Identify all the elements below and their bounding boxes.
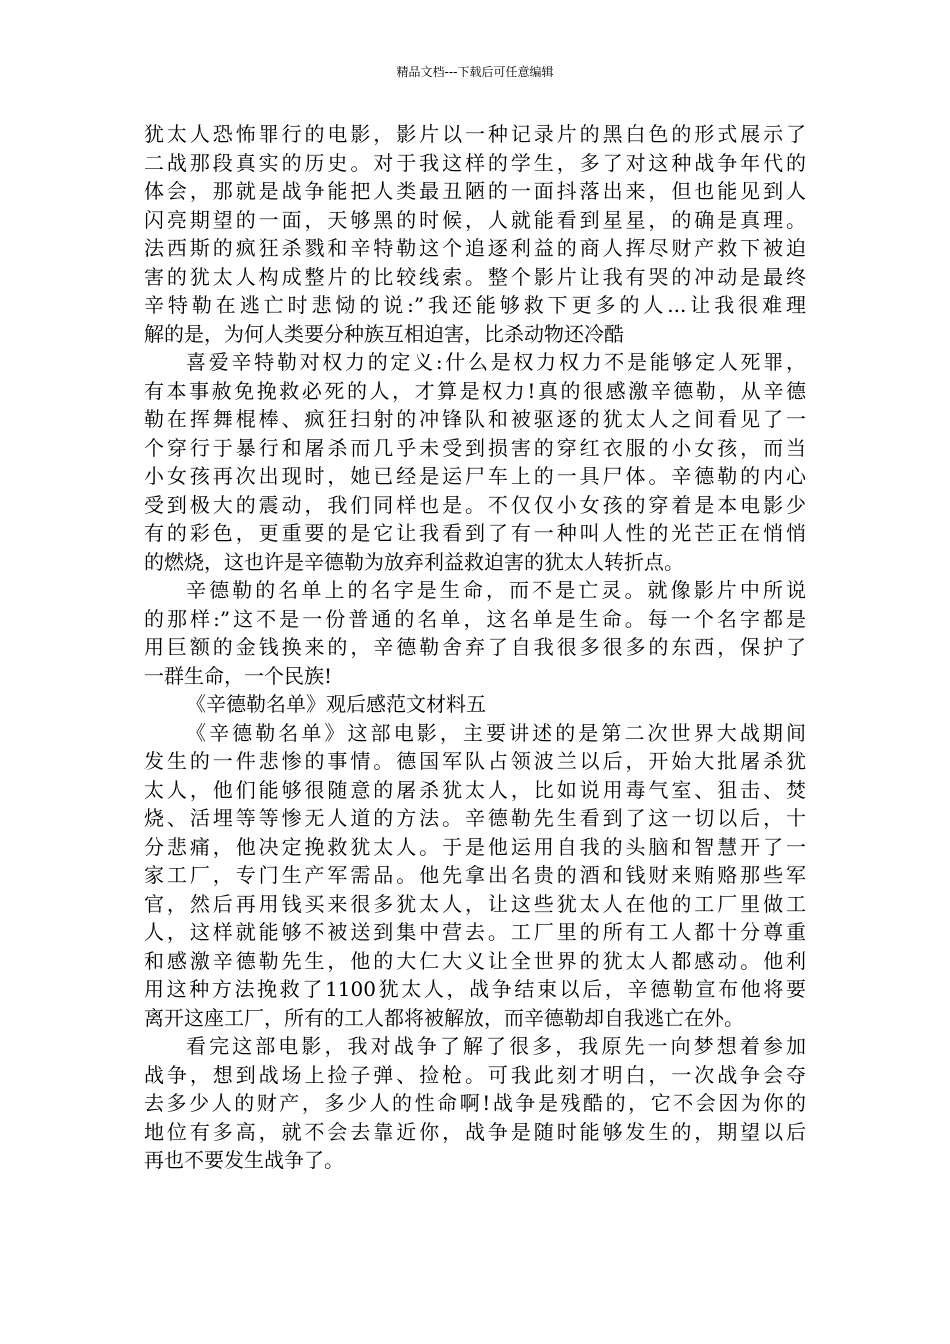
text-line: 太人，他们能够很随意的屠杀犹太人，比如说用毒气室、狙击、焚	[144, 777, 806, 802]
text-line: 法西斯的疯狂杀戮和辛特勒这个追逐利益的商人挥尽财产救下被迫	[144, 236, 806, 260]
text-line: 辛特勒在逃亡时悲恸的说:”我还能够救下更多的人...让我很难理	[144, 293, 806, 317]
text-line: 和感激辛德勒先生，他的大仁大义让全世界的犹太人都感动。他利	[144, 948, 806, 973]
text-line: 官，然后再用钱买来很多犹太人，让这些犹太人在他的工厂里做工	[144, 891, 806, 916]
text-line: 去多少人的财产，多少人的性命啊!战争是残酷的，它不会因为你的	[144, 1091, 806, 1115]
text-line: 小女孩再次出现时，她已经是运尸车上的一具尸体。辛德勒的内心	[144, 464, 806, 488]
document-body	[144, 120, 806, 1175]
text-line: 受到极大的震动，我们同样也是。不仅仅小女孩的穿着是本电影少	[144, 492, 806, 517]
text-line: 闪亮期望的一面，天够黑的时候，人就能看到星星，的确是真理。	[144, 207, 806, 232]
text-line: 人，这样就能够不被送到集中营去。工厂里的所有工人都十分尊重	[144, 920, 806, 944]
text-line: 的那样:”这不是一份普通的名单，这名单是生命。每一个名字都是	[144, 606, 806, 631]
text-line: 地位有多高，就不会去靠近你，战争是随时能够发生的，期望以后	[144, 1119, 806, 1144]
text-line: 看完这部电影，我对战争了解了很多，我原先一向梦想着参加	[186, 1034, 806, 1058]
text-line: 辛德勒的名单上的名字是生命，而不是亡灵。就像影片中所说	[186, 578, 806, 602]
text-line: 一群生命，一个民族!	[144, 663, 333, 688]
text-line: 用这种方法挽救了1100犹太人，战争结束以后，辛德勒宣布他将要	[144, 977, 806, 1001]
text-line: 烧、活埋等等惨无人道的方法。辛德勒先生看到了这一切以后，十	[144, 806, 806, 830]
text-line: 害的犹太人构成整片的比较线索。整个影片让我有哭的冲动是最终	[144, 264, 806, 289]
text-line: 解的是，为何人类要分种族互相迫害，比杀动物还冷酷	[144, 321, 624, 346]
text-line: 再也不要发生战争了。	[144, 1148, 344, 1172]
text-line: 《辛德勒名单》这部电影，主要讲述的是第二次世界大战期间	[186, 720, 806, 745]
text-line: 体会，那就是战争能把人类最丑陋的一面抖落出来，但也能见到人	[144, 179, 806, 203]
text-line: 《辛德勒名单》观后感范文材料五	[186, 692, 486, 716]
text-line: 分悲痛，他决定挽救犹太人。于是他运用自我的头脑和智慧开了一	[144, 834, 806, 859]
text-line: 用巨额的金钱换来的，辛德勒舍弃了自我很多很多的东西，保护了	[144, 635, 806, 659]
text-line: 家工厂，专门生产军需品。他先拿出名贵的酒和钱财来贿赂那些军	[144, 863, 806, 887]
text-line: 离开这座工厂，所有的工人都将被解放，而辛德勒却自我逃亡在外。	[144, 1005, 744, 1030]
text-line: 二战那段真实的历史。对于我这样的学生，多了对这种战争年代的	[144, 150, 806, 175]
text-line: 的燃烧，这也许是辛德勒为放弃利益救迫害的犹太人转折点。	[144, 549, 684, 574]
text-line: 犹太人恐怖罪行的电影，影片以一种记录片的黑白色的形式展示了	[144, 122, 806, 146]
text-line: 发生的一件悲惨的事情。德国军队占领波兰以后，开始大批屠杀犹	[144, 749, 806, 773]
text-line: 喜爱辛特勒对权力的定义:什么是权力权力不是能够定人死罪，	[186, 350, 806, 374]
text-line: 勒在挥舞棍棒、疯狂扫射的冲锋队和被驱逐的犹太人之间看见了一	[144, 407, 806, 431]
text-line: 有本事赦免挽救必死的人，才算是权力!真的很感激辛德勒，从辛德	[144, 378, 806, 403]
text-line: 有的彩色，更重要的是它让我看到了有一种叫人性的光芒正在悄悄	[144, 521, 806, 545]
text-line: 个穿行于暴行和屠杀而几乎未受到损害的穿红衣服的小女孩，而当	[144, 435, 806, 460]
text-line: 战争，想到战场上捡子弹、捡枪。可我此刻才明白，一次战争会夺	[144, 1062, 806, 1087]
page-header: 精品文档---下载后可任意编辑	[396, 65, 554, 79]
